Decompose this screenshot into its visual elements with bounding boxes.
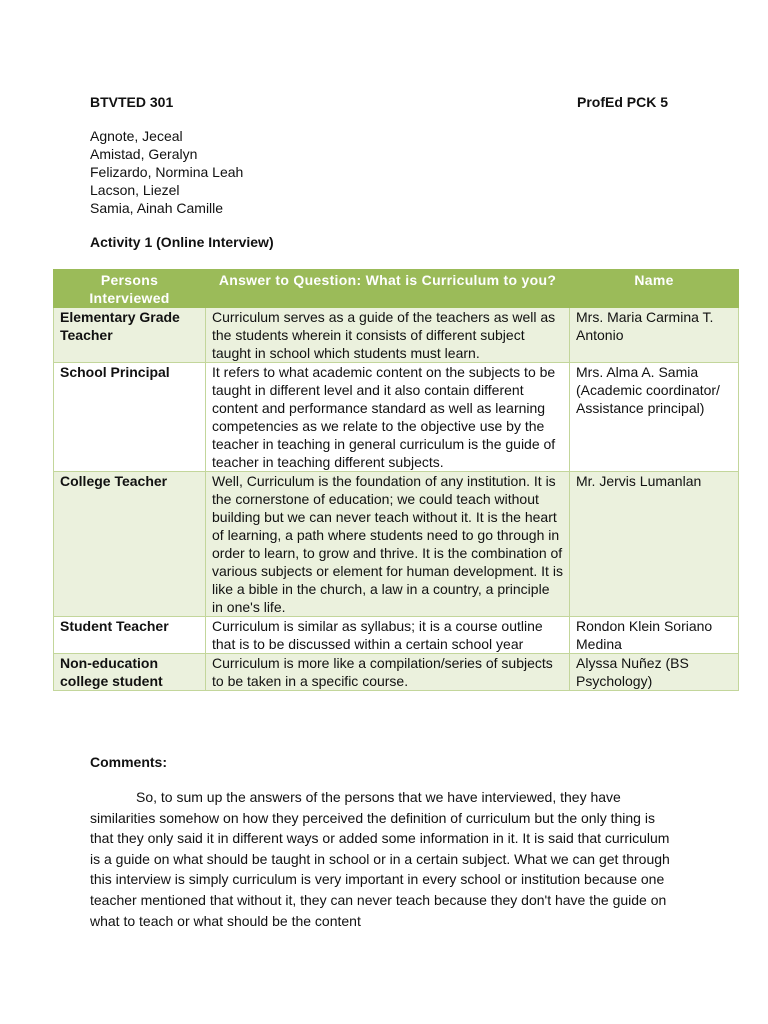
comments-title: Comments: xyxy=(90,754,168,770)
member-list xyxy=(90,127,243,217)
interview-table xyxy=(53,269,739,691)
header-name: Name xyxy=(570,270,739,308)
answer-cell: Curriculum is similar as syllabus; it is a course outline that is to be discussed within a certain school year xyxy=(206,617,570,654)
answer-cell: Curriculum is more like a compilation/series of subjects to be taken in a specific course. xyxy=(206,654,570,691)
answer-cell: Curriculum serves as a guide of the teachers as well as the students wherein it consists of different subject taught in school which students must learn. xyxy=(206,308,570,363)
name-cell: Alyssa Nuñez (BS Psychology) xyxy=(570,654,739,691)
name-cell: Mr. Jervis Lumanlan xyxy=(570,472,739,617)
course-code: BTVTED 301 xyxy=(90,94,174,110)
member-name: Agnote, Jeceal xyxy=(90,128,183,144)
person-cell: College Teacher xyxy=(54,472,206,617)
person-cell: Non-education college student xyxy=(54,654,206,691)
table-row xyxy=(54,654,739,691)
table-row xyxy=(54,617,739,654)
member-name: Felizardo, Normina Leah xyxy=(90,164,244,180)
answer-cell: Well, Curriculum is the foundation of any institution. It is the cornerstone of education; we could teach without building but we can never teach without it. It is the heart of learning, a path where students need to go through in order to learn, to grow and thrive. It is the combination of various subjects or element for human development. It is like a bible in the church, a law in a country, a principle in one's life. xyxy=(206,472,570,617)
person-cell: Student Teacher xyxy=(54,617,206,654)
name-cell: Mrs. Alma A. Samia (Academic coordinator/ Assistance principal) xyxy=(570,363,739,472)
table-row xyxy=(54,363,739,472)
person-cell: Elementary Grade Teacher xyxy=(54,308,206,363)
member-name: Samia, Ainah Camille xyxy=(90,200,224,216)
comments-body: So, to sum up the answers of the persons that we have interviewed, they have similarities somehow on how they perceived the definition of curriculum but the only thing is that they only said it in different ways or added some information in it. It is said that curriculum is a guide on what should be taught in school or in a certain subject. What we can get through this interview is simply curriculum is very important in every school or institution because one teacher mentioned that without it, they can never teach because they don't have the guide on what to teach or what should be the content xyxy=(90,789,670,929)
course-subject: ProfEd PCK 5 xyxy=(577,94,669,110)
table-row xyxy=(54,308,739,363)
header-persons-interviewed: Persons Interviewed xyxy=(54,270,206,308)
name-cell: Rondon Klein Soriano Medina xyxy=(570,617,739,654)
table-row xyxy=(54,472,739,617)
name-cell: Mrs. Maria Carmina T. Antonio xyxy=(570,308,739,363)
answer-cell: It refers to what academic content on the subjects to be taught in different level and it also contain different content and performance standard as well as learning competencies as we relate to the objective use by the teacher in teaching in general curriculum is the guide of teacher in teaching different subjects. xyxy=(206,363,570,472)
person-cell: School Principal xyxy=(54,363,206,472)
activity-title: Activity 1 (Online Interview) xyxy=(90,234,274,250)
member-name: Lacson, Liezel xyxy=(90,182,180,198)
table-header-row xyxy=(54,270,739,308)
header-answer: Answer to Question: What is Curriculum to you? xyxy=(206,270,570,308)
member-name: Amistad, Geralyn xyxy=(90,146,198,162)
